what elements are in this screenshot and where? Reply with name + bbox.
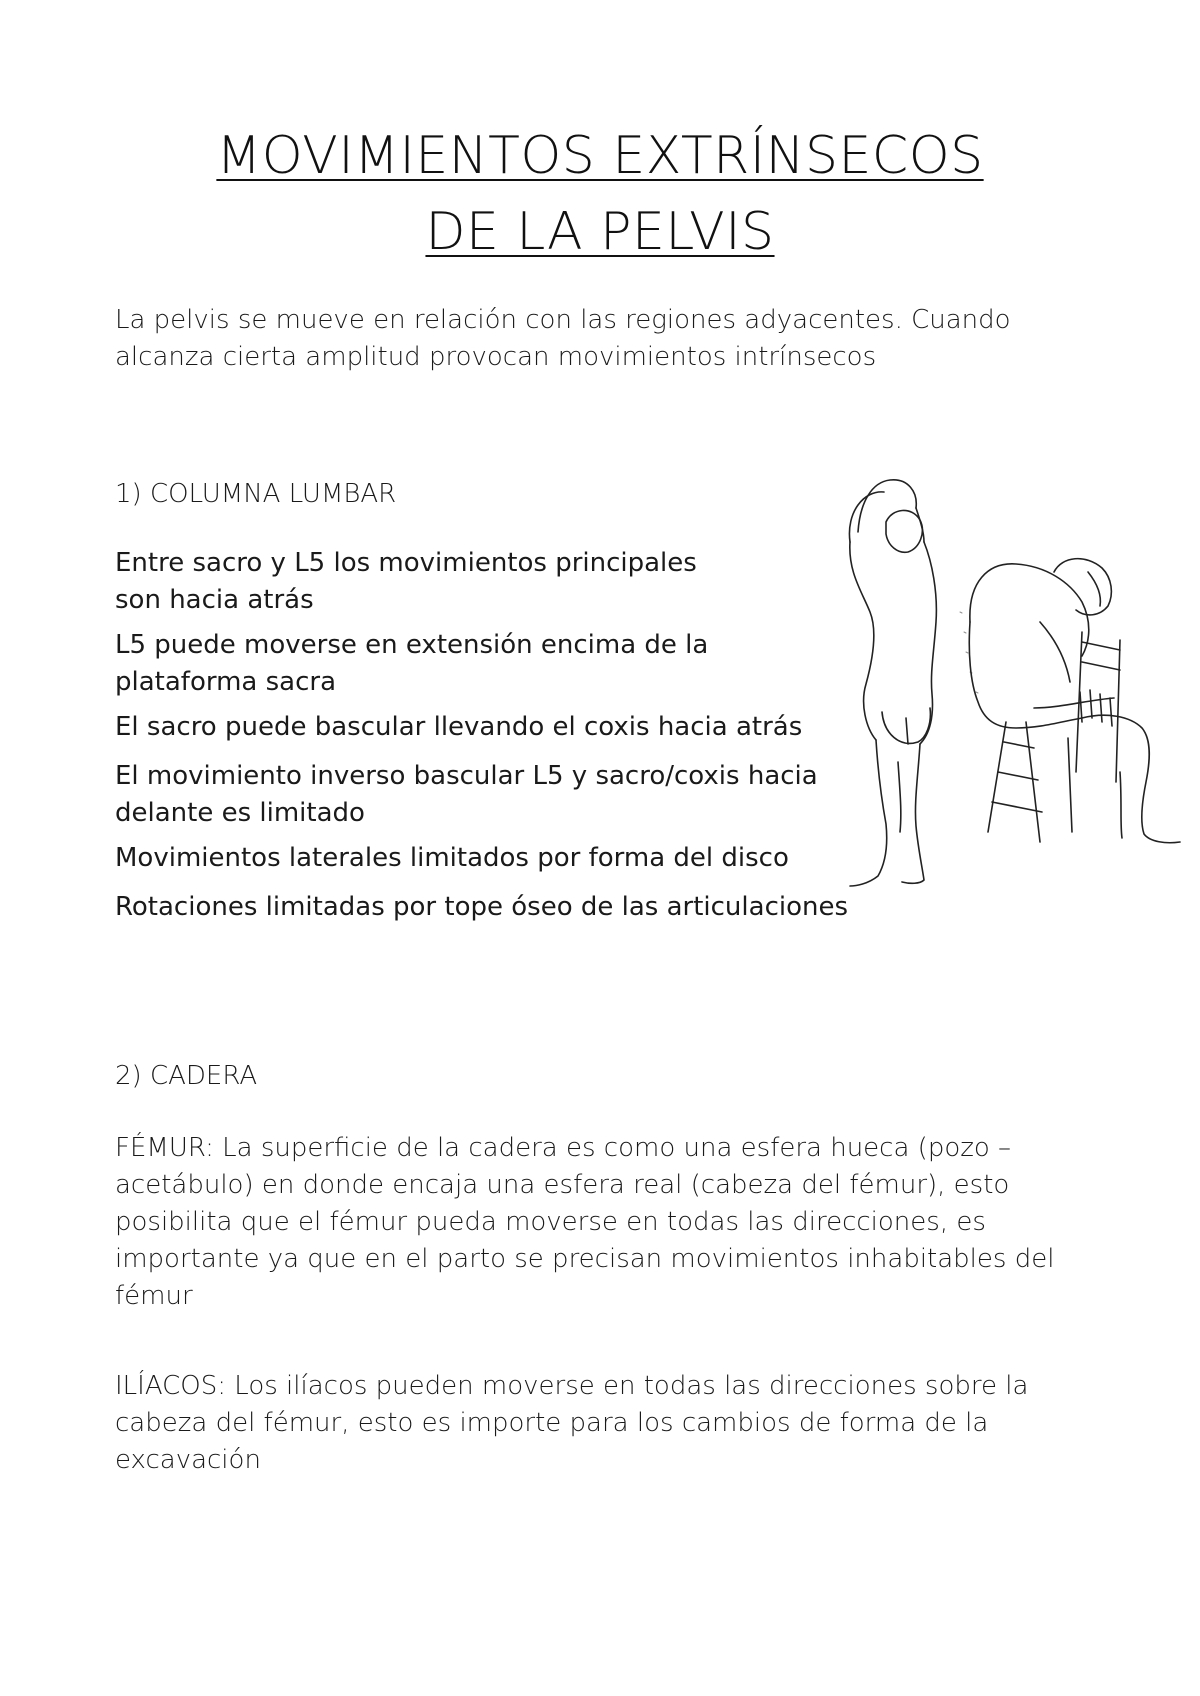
page-title bbox=[0, 118, 1200, 270]
femur-paragraph: FÉMUR: La superficie de la cadera es como una esfera hueca (pozo – acetábulo) en donde encaja una esfera real (cabeza del fémur), esto posibilita que el fémur pueda moverse en todas las direcciones, es importante ya que en el parto se precisan movimientos inhabitables del fémur bbox=[115, 1133, 1055, 1311]
list-item: Rotaciones limitadas por tope óseo de las articulaciones bbox=[115, 892, 849, 922]
list-item: El movimiento inverso bascular L5 y sacro/coxis hacia delante es limitado bbox=[115, 761, 818, 828]
title-line-2: DE LA PELVIS bbox=[425, 202, 775, 262]
section-heading-columna-lumbar: 1) COLUMNA LUMBAR bbox=[115, 479, 397, 509]
figure-illustration-icon bbox=[820, 472, 1200, 912]
seated-figure-icon bbox=[969, 559, 1180, 843]
standing-figure-icon bbox=[849, 480, 936, 886]
section-heading-cadera: 2) CADERA bbox=[115, 1061, 258, 1091]
list-item: Movimientos laterales limitados por forma del disco bbox=[115, 843, 789, 873]
list-item: Entre sacro y L5 los movimientos principales son hacia atrás bbox=[115, 548, 697, 615]
list-item: L5 puede moverse en extensión encima de la plataforma sacra bbox=[115, 630, 709, 697]
title-line-1: MOVIMIENTOS EXTRÍNSECOS bbox=[216, 126, 984, 186]
intro-paragraph: La pelvis se mueve en relación con las regiones adyacentes. Cuando alcanza cierta amplitud provocan movimientos intrínsecos bbox=[115, 305, 1011, 372]
list-item: El sacro puede bascular llevando el coxis hacia atrás bbox=[115, 712, 803, 742]
iliacos-paragraph: ILÍACOS: Los ilíacos pueden moverse en todas las direcciones sobre la cabeza del fémur, esto es importe para los cambios de forma de la excavación bbox=[115, 1371, 1029, 1475]
